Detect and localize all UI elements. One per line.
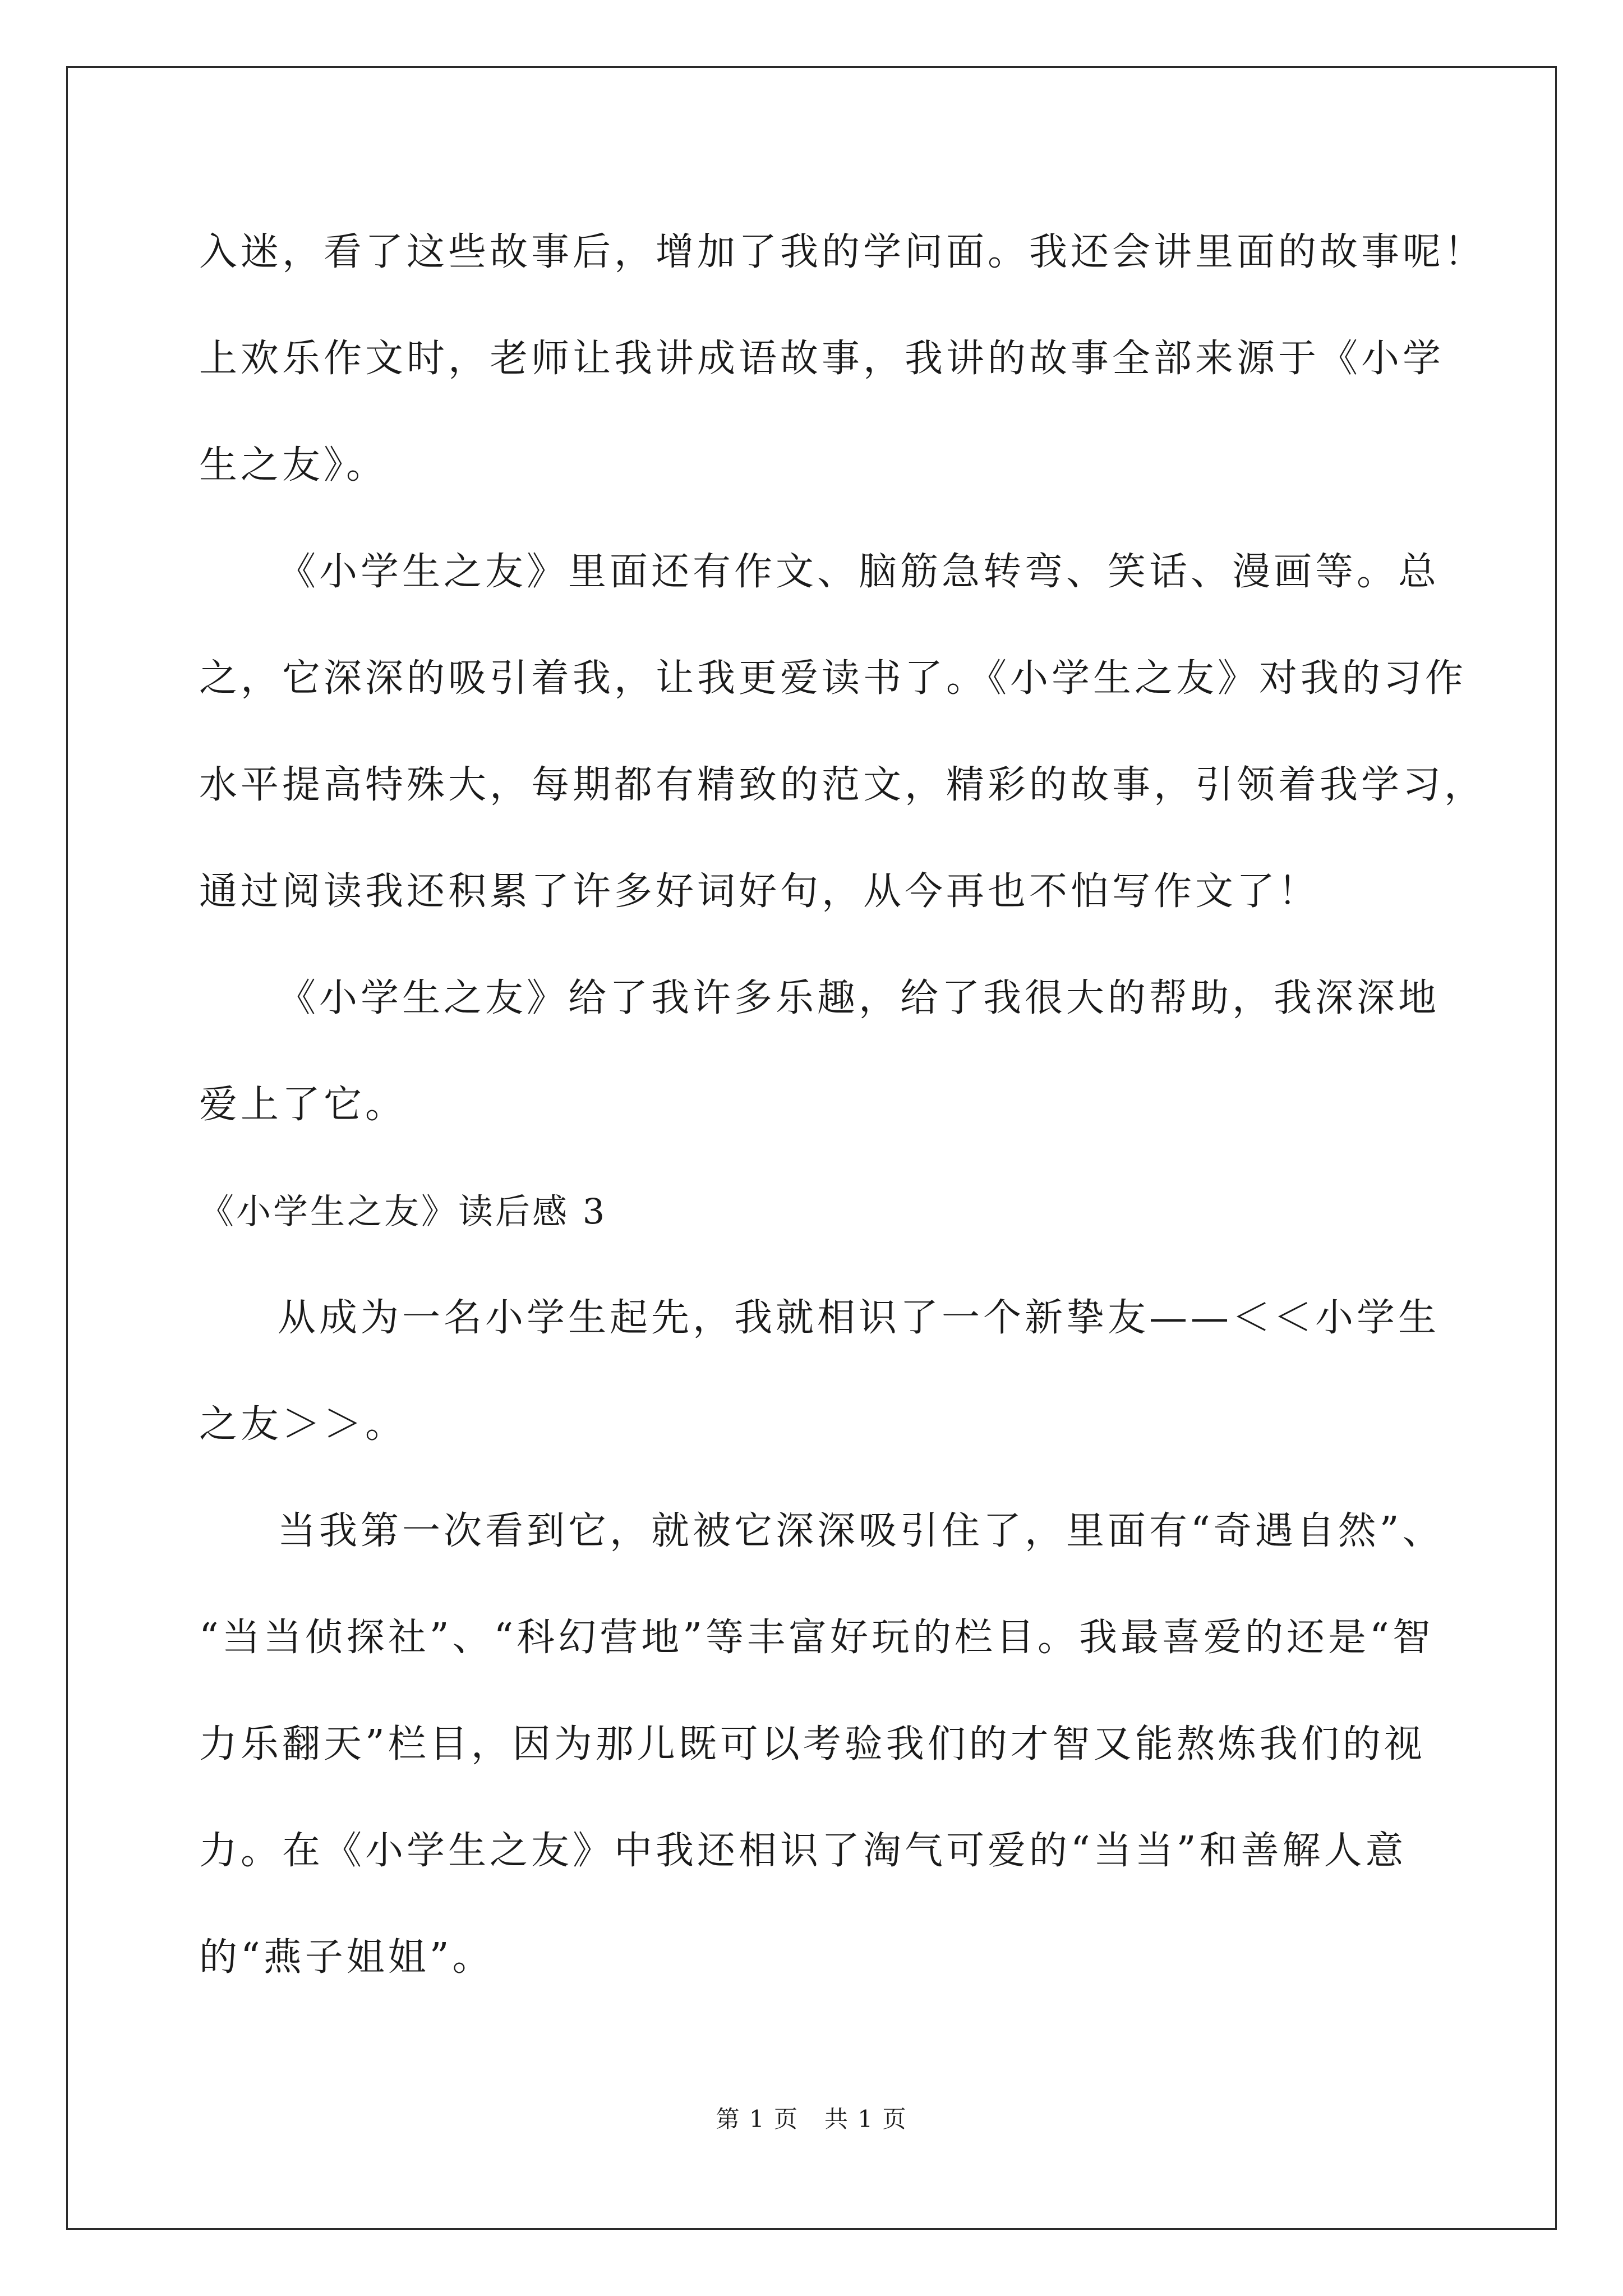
text-line-14: “当当侦探社”、“科幻营地”等丰富好玩的栏目。我最喜爱的还是“智	[199, 1616, 1434, 1660]
text-line-15: 力乐翻天”栏目，因为那儿既可以考验我们的才智又能熬炼我们的视	[199, 1722, 1426, 1766]
page-footer: 第 1 页 共 1 页	[716, 2105, 907, 2133]
text-line-11: 从成为一名小学生起先，我就相识了一个新挚友——＜＜小学生	[278, 1296, 1440, 1340]
text-line-17: 的“燕子姐姐”。	[199, 1935, 494, 1980]
text-line-7: 通过阅读我还积累了许多好词好句，从今再也不怕写作文了！	[199, 869, 1320, 914]
text-line-4: 《小学生之友》里面还有作文、脑筋急转弯、笑话、漫画等。总	[278, 550, 1440, 594]
text-line-12: 之友＞＞。	[199, 1402, 407, 1447]
document-body	[199, 210, 1486, 2022]
text-line-5: 之，它深深的吸引着我，让我更爱读书了。《小学生之友》对我的习作	[199, 656, 1467, 701]
text-line-2: 上欢乐作文时，老师让我讲成语故事，我讲的故事全部来源于《小学	[199, 337, 1445, 381]
section-heading: 《小学生之友》读后感 3	[199, 1191, 607, 1232]
text-line-9: 爱上了它。	[199, 1083, 407, 1127]
text-line-13: 当我第一次看到它，就被它深深吸引住了，里面有“奇遇自然”、	[278, 1509, 1444, 1553]
text-line-6: 水平提高特殊大，每期都有精致的范文，精彩的故事，引领着我学习，	[199, 763, 1486, 807]
text-line-3: 生之友》。	[199, 443, 388, 487]
text-line-8: 《小学生之友》给了我许多乐趣，给了我很大的帮助，我深深地	[278, 976, 1440, 1020]
text-line-1: 入迷，看了这些故事后，增加了我的学问面。我还会讲里面的故事呢！	[199, 230, 1486, 274]
text-line-16: 力。在《小学生之友》中我还相识了淘气可爱的“当当”和善解人意	[199, 1829, 1407, 1873]
